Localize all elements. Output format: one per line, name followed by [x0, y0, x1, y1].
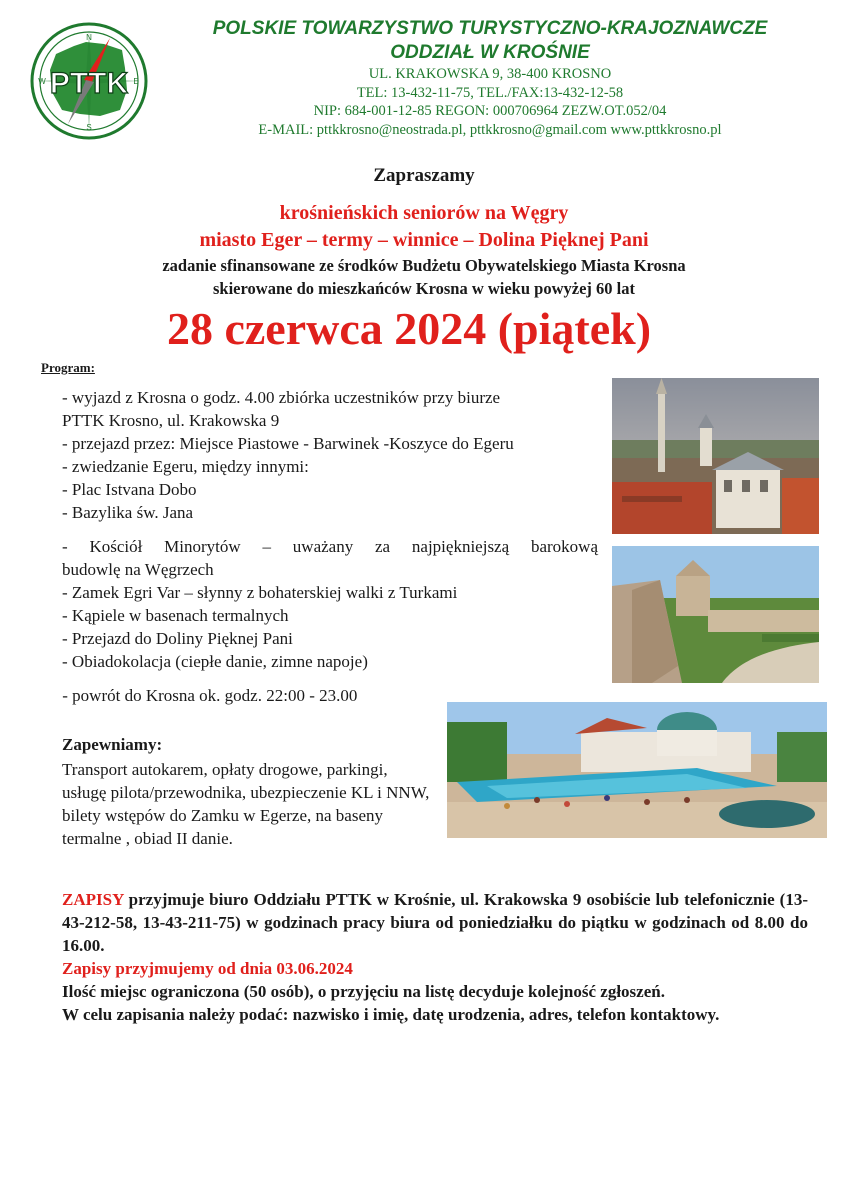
- pttk-logo: [26, 20, 152, 142]
- compass-e: E: [133, 77, 139, 86]
- program-item: - Zamek Egri Var – słynny z bohaterskiej walki z Turkami: [62, 583, 458, 602]
- program-item: PTTK Krosno, ul. Krakowska 9: [62, 411, 280, 430]
- phone-numbers: TEL: 13-432-11-75, TEL./FAX:13-432-12-58: [356, 85, 624, 101]
- program-item: - Bazylika św. Jana: [62, 503, 194, 522]
- return-time: - powrót do Krosna ok. godz. 22:00 - 23.00: [58, 686, 358, 705]
- funding-line1: zadanie sfinansowane ze środków Budżetu Obywatelskiego Miasta Krosna: [162, 256, 686, 275]
- program-item: - Obiadokolacja (ciepłe danie, zimne napoje): [62, 652, 368, 671]
- trip-date: [0, 302, 848, 355]
- program-item: - Kąpiele w basenach termalnych: [62, 606, 289, 625]
- email-website[interactable]: E-MAIL: pttkkrosno@neostrada.pl, pttkkrosno@gmail.com www.pttkkrosno.pl: [258, 122, 722, 138]
- program-item: - Przejazd do Doliny Pięknej Pani: [62, 629, 293, 648]
- address: UL. KRAKOWSKA 9, 38-400 KROSNO: [368, 66, 612, 82]
- registry-numbers: NIP: 684-001-12-85 REGON: 000706964 ZEZW.OT.052/04: [313, 103, 667, 119]
- trip-title-line2: miasto Eger – termy – winnice – Dolina Pięknej Pani: [199, 229, 649, 251]
- branch-name: ODDZIAŁ W KROŚNIE: [390, 42, 590, 63]
- eger-city-photo: [612, 378, 819, 534]
- places-limit: Ilość miejsc ograniczona (50 osób), o przyjęciu na listę decyduje kolejność zgłoszeń.: [62, 982, 665, 1001]
- compass-s: S: [86, 123, 92, 132]
- invite-heading: Zapraszamy: [373, 165, 475, 186]
- funding-line2: skierowane do mieszkańców Krosna w wieku powyżej 60 lat: [213, 279, 635, 298]
- compass-n: N: [86, 33, 92, 42]
- required-data: W celu zapisania należy podać: nazwisko i imię, datę urodzenia, adres, telefon kontaktowy.: [62, 1005, 720, 1024]
- included-text: Transport autokarem, opłaty drogowe, parkingi, usługę pilota/przewodnika, ubezpieczenie KL i NNW, bilety wstępów do Zamku w Egerze, na baseny termalne , obiad II danie.: [62, 760, 430, 848]
- zapisy-word: ZAPISY: [62, 890, 124, 909]
- program-item: - Kościół Minorytów – uważany za najpiękniejszą barokową: [62, 537, 598, 556]
- logo-text: PTTK: [49, 67, 129, 100]
- trip-title-line1: krośnieńskich seniorów na Węgry: [279, 202, 569, 224]
- compass-w: W: [38, 77, 46, 86]
- program-item: - wyjazd z Krosna o godz. 4.00 zbiórka uczestników przy biurze: [62, 388, 501, 407]
- trip-date-text: 28 czerwca 2024 (piątek): [166, 303, 652, 354]
- program-item: - przejazd przez: Miejsce Piastowe - Barwinek -Koszyce do Egeru: [62, 434, 514, 453]
- included-heading: Zapewniamy:: [62, 735, 163, 754]
- organization-name: POLSKIE TOWARZYSTWO TURYSTYCZNO-KRAJOZNAWCZE: [212, 18, 768, 39]
- eger-castle-photo: [612, 546, 819, 683]
- program-item: - zwiedzanie Egeru, między innymi:: [62, 457, 309, 476]
- thermal-pools-photo: [447, 702, 827, 838]
- program-item: budowlę na Węgrzech: [62, 560, 214, 579]
- registration-block: [62, 888, 808, 1026]
- zapisy-text: przyjmuje biuro Oddziału PTTK w Krośnie, ul. Krakowska 9 osobiście lub telefonicznie (13-43-212-58, 13-43-211-75) w godzinach pracy biura od poniedziałku do piątku w godzinach od 8.00 do 16.00.: [62, 890, 808, 955]
- registration-from-date: Zapisy przyjmujemy od dnia 03.06.2024: [62, 959, 353, 978]
- program-item: - Plac Istvana Dobo: [62, 480, 197, 499]
- program-label: Program:: [41, 360, 95, 375]
